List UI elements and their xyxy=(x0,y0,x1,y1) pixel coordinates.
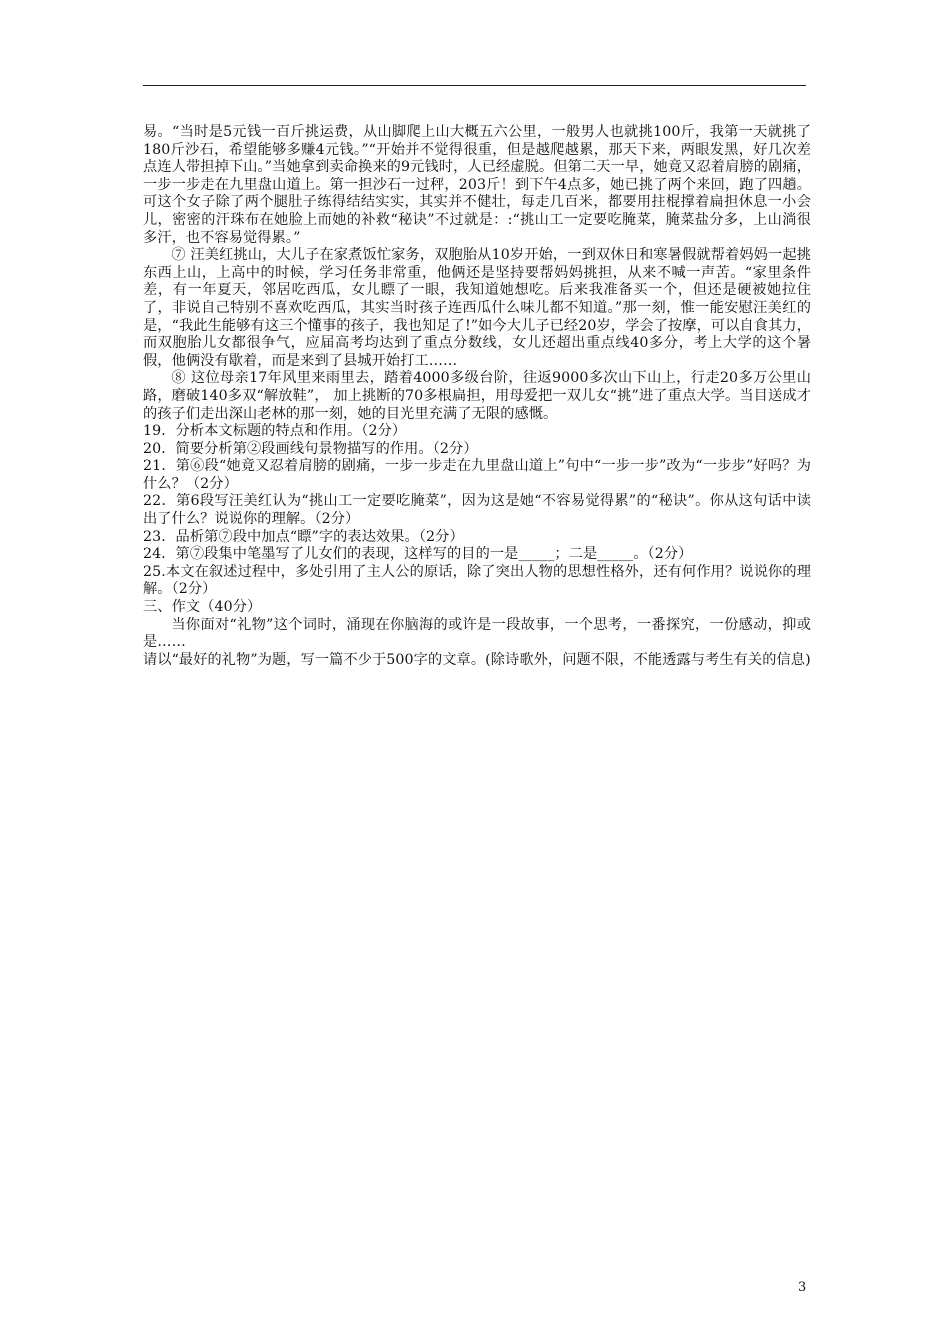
document-body xyxy=(143,124,811,669)
paragraph-7: ⑦ 汪美红挑山，大儿子在家煮饭忙家务，双胞胎从10岁开始，一到双休日和寒暑假就帮着妈妈一起挑东西上山，上高中的时候，学习任务非常重，他俩还是坚持要帮妈妈挑担，从来不喊一声苦。“家里条件差，有一年夏天，邻居吃西瓜，女儿瞟了一眼，我知道她想吃。后来我准备买一个，但还是硬被她拉住了，非说自己特别不喜欢吃西瓜，其实当时孩子连西瓜什么味儿都不知道。”那一刻，惟一能安慰汪美红的是，“我此生能够有这三个懂事的孩子，我也知足了!”如今大儿子已经20岁，学会了按摩，可以自食其力，而双胞胎儿女都很争气，应届高考均达到了重点分数线，女儿还超出重点线40多分，考上大学的这个暑假，他俩没有歇着，而是来到了县城开始打工…… xyxy=(143,247,811,369)
question-19: 19．分析本文标题的特点和作用。（2分） xyxy=(143,423,407,440)
paragraph-8: ⑧ 这位母亲17年风里来雨里去，踏着4000多级台阶，往返9000多次山下山上，行走20多万公里山路，磨破140多双“解放鞋”， 加上挑断的70多根扁担，用母爱把一双儿女“挑”进了重点大学。当目送成才的孩子们走出深山老林的那一刻，她的目光里充满了无限的感慨。 xyxy=(143,370,811,422)
paragraph-6-continued: 易。“当时是5元钱一百斤挑运费，从山脚爬上山大概五六公里，一般男人也就挑100斤，我第一天就挑了180斤沙石，希望能够多赚4元钱。”“开始并不觉得很重，但是越爬越累，那天下来，两眼发黑，好几次差点连人带担掉下山。”当她拿到卖命换来的9元钱时，人已经虚脱。但第二天一早，她竟又忍着肩膀的剧痛，一步一步走在九里盘山道上。第一担沙石一过秤，203斤！到下午4点多，她已挑了两个来回，跑了四趟。可这个女子除了两个腿肚子练得结结实实，其实并不健壮，每走几百米，都要用拄棍撑着扁担休息一小会儿，密密的汗珠布在她脸上而她的补救“秘诀”不过就是：:“挑山工一定要吃腌菜，腌菜盐分多，上山淌很多汗，也不容易觉得累。” xyxy=(143,124,811,246)
question-25: 25.本文在叙述过程中，多处引用了主人公的原话，除了突出人物的思想性格外，还有何作用？说说你的理解。（2分） xyxy=(143,563,811,598)
composition-prompt: 当你面对“礼物”这个词时，涌现在你脑海的或许是一段故事，一个思考，一番探究，一份感动，抑或是…… xyxy=(143,616,811,651)
composition-instruction: 请以“最好的礼物”为题，写一篇不少于500字的文章。(除诗歌外，问题不限，不能透露与考生有关的信息) xyxy=(143,651,811,668)
question-20: 20．简要分析第②段画线句景物描写的作用。（2分） xyxy=(143,440,478,457)
composition-heading: 三、作文（40分） xyxy=(143,599,262,616)
question-24: 24．第⑦段集中笔墨写了儿女们的表现，这样写的目的一是_____；二是_____。（2分） xyxy=(143,546,693,563)
question-23: 23．品析第⑦段中加点“瞟”字的表达效果。（2分） xyxy=(143,528,464,545)
question-22: 22．第6段写汪美红认为“挑山工一定要吃腌菜”，因为这是她“不容易觉得累”的“秘诀”。你从这句话中读出了什么？说说你的理解。（2分） xyxy=(143,493,811,528)
page-number: 3 xyxy=(798,1280,807,1295)
header-rule xyxy=(143,85,806,86)
question-21: 21．第⑥段“她竟又忍着肩膀的剧痛，一步一步走在九里盘山道上”句中“一步一步”改为“一步步”好吗？为什么？（2分） xyxy=(143,458,811,492)
